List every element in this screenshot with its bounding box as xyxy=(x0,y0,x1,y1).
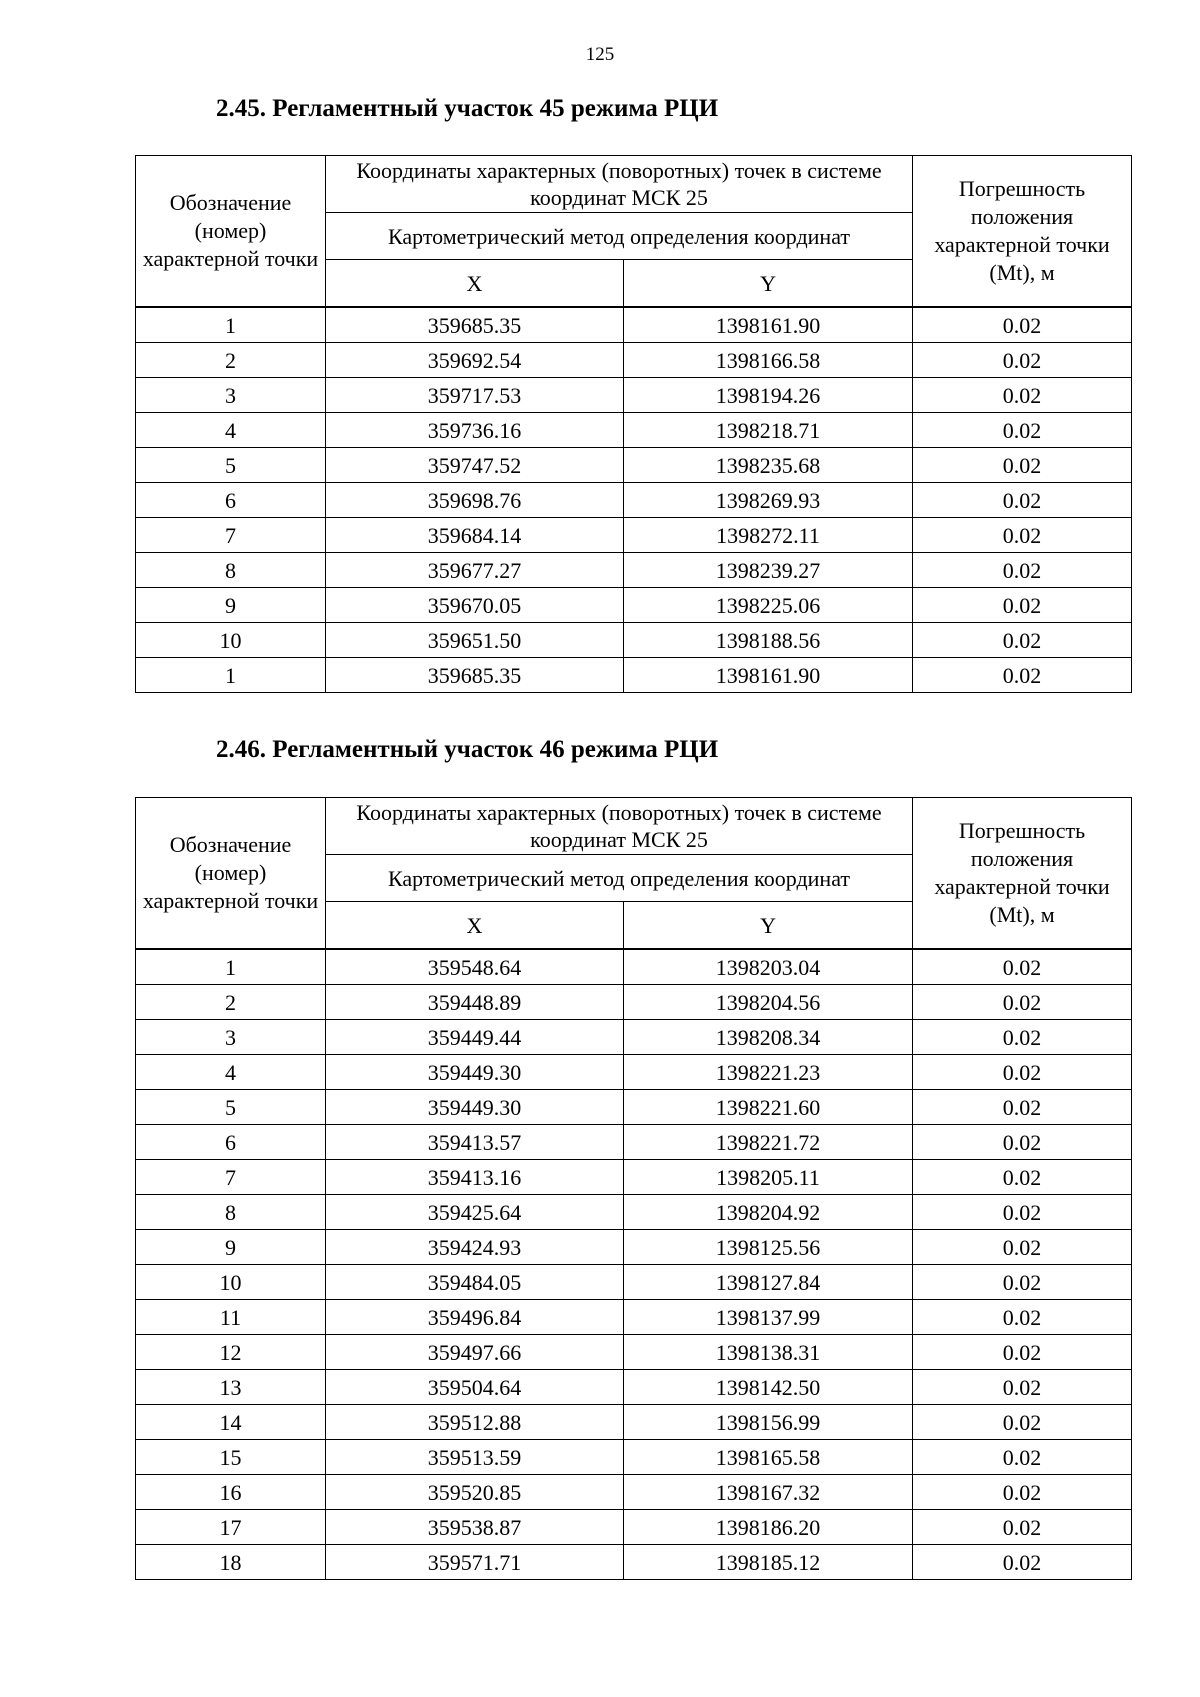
cell-y: 1398272.11 xyxy=(624,518,913,553)
cell-error: 0.02 xyxy=(913,1405,1132,1440)
cell-error: 0.02 xyxy=(913,1335,1132,1370)
cell-error: 0.02 xyxy=(913,1475,1132,1510)
header-point-designation: Обозначение (номер) характерной точки xyxy=(136,156,326,308)
cell-y: 1398203.04 xyxy=(624,949,913,985)
cell-point-number: 4 xyxy=(136,413,326,448)
cell-x: 359496.84 xyxy=(326,1300,624,1335)
cell-error: 0.02 xyxy=(913,448,1132,483)
cell-y: 1398221.60 xyxy=(624,1090,913,1125)
cell-point-number: 16 xyxy=(136,1475,326,1510)
cell-x: 359692.54 xyxy=(326,343,624,378)
cell-y: 1398218.71 xyxy=(624,413,913,448)
table-row xyxy=(136,307,1132,343)
cell-y: 1398188.56 xyxy=(624,623,913,658)
cell-x: 359670.05 xyxy=(326,588,624,623)
cell-y: 1398186.20 xyxy=(624,1510,913,1545)
cell-x: 359717.53 xyxy=(326,378,624,413)
header-method: Картометрический метод определения координат xyxy=(326,855,913,902)
cell-x: 359513.59 xyxy=(326,1440,624,1475)
cell-error: 0.02 xyxy=(913,588,1132,623)
cell-error: 0.02 xyxy=(913,1020,1132,1055)
cell-y: 1398269.93 xyxy=(624,483,913,518)
cell-error: 0.02 xyxy=(913,1230,1132,1265)
cell-y: 1398138.31 xyxy=(624,1335,913,1370)
table-row xyxy=(136,1230,1132,1265)
cell-error: 0.02 xyxy=(913,553,1132,588)
cell-point-number: 6 xyxy=(136,1125,326,1160)
cell-y: 1398161.90 xyxy=(624,307,913,343)
cell-x: 359538.87 xyxy=(326,1510,624,1545)
cell-y: 1398204.92 xyxy=(624,1195,913,1230)
cell-x: 359504.64 xyxy=(326,1370,624,1405)
cell-error: 0.02 xyxy=(913,413,1132,448)
cell-x: 359548.64 xyxy=(326,949,624,985)
cell-point-number: 14 xyxy=(136,1405,326,1440)
cell-point-number: 10 xyxy=(136,1265,326,1300)
cell-y: 1398205.11 xyxy=(624,1160,913,1195)
cell-y: 1398166.58 xyxy=(624,343,913,378)
cell-x: 359449.30 xyxy=(326,1090,624,1125)
cell-error: 0.02 xyxy=(913,1300,1132,1335)
cell-x: 359424.93 xyxy=(326,1230,624,1265)
cell-y: 1398221.23 xyxy=(624,1055,913,1090)
table-row xyxy=(136,1055,1132,1090)
cell-point-number: 7 xyxy=(136,1160,326,1195)
cell-y: 1398208.34 xyxy=(624,1020,913,1055)
cell-y: 1398165.58 xyxy=(624,1440,913,1475)
cell-y: 1398142.50 xyxy=(624,1370,913,1405)
cell-point-number: 15 xyxy=(136,1440,326,1475)
table-row xyxy=(136,1475,1132,1510)
cell-point-number: 9 xyxy=(136,588,326,623)
header-x: X xyxy=(326,902,624,950)
cell-error: 0.02 xyxy=(913,483,1132,518)
header-coordinate-system: Координаты характерных (поворотных) точек в системе координат МСК 25 xyxy=(326,798,913,855)
table-row xyxy=(136,1265,1132,1300)
table-row xyxy=(136,1300,1132,1335)
cell-point-number: 3 xyxy=(136,378,326,413)
coordinates-table-46 xyxy=(135,797,1132,1580)
cell-error: 0.02 xyxy=(913,1160,1132,1195)
header-method: Картометрический метод определения координат xyxy=(326,213,913,260)
table-row xyxy=(136,623,1132,658)
cell-error: 0.02 xyxy=(913,1125,1132,1160)
table-row xyxy=(136,985,1132,1020)
cell-point-number: 7 xyxy=(136,518,326,553)
cell-point-number: 18 xyxy=(136,1545,326,1580)
cell-error: 0.02 xyxy=(913,1090,1132,1125)
cell-point-number: 6 xyxy=(136,483,326,518)
cell-x: 359449.30 xyxy=(326,1055,624,1090)
cell-error: 0.02 xyxy=(913,1545,1132,1580)
cell-error: 0.02 xyxy=(913,307,1132,343)
table-row xyxy=(136,1020,1132,1055)
table-body xyxy=(136,307,1132,693)
table-row xyxy=(136,1195,1132,1230)
cell-x: 359685.35 xyxy=(326,658,624,693)
cell-error: 0.02 xyxy=(913,985,1132,1020)
coordinates-table-45 xyxy=(135,155,1132,693)
table-row xyxy=(136,413,1132,448)
cell-error: 0.02 xyxy=(913,378,1132,413)
cell-point-number: 1 xyxy=(136,949,326,985)
header-y: Y xyxy=(624,902,913,950)
table-row xyxy=(136,448,1132,483)
cell-point-number: 2 xyxy=(136,343,326,378)
table-row xyxy=(136,588,1132,623)
cell-point-number: 10 xyxy=(136,623,326,658)
section-title-45: 2.45. Регламентный участок 45 режима РЦИ xyxy=(216,95,719,122)
cell-y: 1398137.99 xyxy=(624,1300,913,1335)
table-body xyxy=(136,949,1132,1580)
table-row xyxy=(136,343,1132,378)
table-row xyxy=(136,378,1132,413)
table-row xyxy=(136,1090,1132,1125)
cell-error: 0.02 xyxy=(913,1265,1132,1300)
table-row xyxy=(136,1545,1132,1580)
cell-error: 0.02 xyxy=(913,343,1132,378)
table-row xyxy=(136,1160,1132,1195)
cell-y: 1398239.27 xyxy=(624,553,913,588)
cell-x: 359413.16 xyxy=(326,1160,624,1195)
cell-point-number: 8 xyxy=(136,1195,326,1230)
cell-point-number: 1 xyxy=(136,307,326,343)
cell-error: 0.02 xyxy=(913,949,1132,985)
cell-point-number: 11 xyxy=(136,1300,326,1335)
table-row xyxy=(136,949,1132,985)
cell-y: 1398167.32 xyxy=(624,1475,913,1510)
cell-y: 1398225.06 xyxy=(624,588,913,623)
cell-x: 359677.27 xyxy=(326,553,624,588)
cell-error: 0.02 xyxy=(913,1195,1132,1230)
cell-x: 359698.76 xyxy=(326,483,624,518)
cell-y: 1398185.12 xyxy=(624,1545,913,1580)
cell-x: 359736.16 xyxy=(326,413,624,448)
cell-y: 1398156.99 xyxy=(624,1405,913,1440)
header-point-designation: Обозначение (номер) характерной точки xyxy=(136,798,326,950)
cell-point-number: 17 xyxy=(136,1510,326,1545)
cell-point-number: 13 xyxy=(136,1370,326,1405)
cell-y: 1398161.90 xyxy=(624,658,913,693)
header-position-error: Погрешность положения характерной точки (Mt), м xyxy=(913,798,1132,950)
cell-y: 1398194.26 xyxy=(624,378,913,413)
cell-error: 0.02 xyxy=(913,1055,1132,1090)
cell-error: 0.02 xyxy=(913,1440,1132,1475)
table-row xyxy=(136,518,1132,553)
cell-point-number: 8 xyxy=(136,553,326,588)
table-row xyxy=(136,553,1132,588)
cell-x: 359747.52 xyxy=(326,448,624,483)
cell-x: 359425.64 xyxy=(326,1195,624,1230)
cell-x: 359413.57 xyxy=(326,1125,624,1160)
cell-point-number: 12 xyxy=(136,1335,326,1370)
table-row xyxy=(136,1125,1132,1160)
cell-x: 359571.71 xyxy=(326,1545,624,1580)
cell-error: 0.02 xyxy=(913,518,1132,553)
cell-x: 359651.50 xyxy=(326,623,624,658)
header-coordinate-system: Координаты характерных (поворотных) точек в системе координат МСК 25 xyxy=(326,156,913,213)
section-title-46: 2.46. Регламентный участок 46 режима РЦИ xyxy=(216,736,719,763)
cell-y: 1398221.72 xyxy=(624,1125,913,1160)
cell-point-number: 5 xyxy=(136,448,326,483)
cell-point-number: 2 xyxy=(136,985,326,1020)
cell-error: 0.02 xyxy=(913,1370,1132,1405)
header-y: Y xyxy=(624,260,913,308)
cell-y: 1398127.84 xyxy=(624,1265,913,1300)
table-row xyxy=(136,1440,1132,1475)
cell-x: 359520.85 xyxy=(326,1475,624,1510)
table-row xyxy=(136,658,1132,693)
table-row xyxy=(136,1335,1132,1370)
cell-x: 359448.89 xyxy=(326,985,624,1020)
cell-point-number: 9 xyxy=(136,1230,326,1265)
cell-y: 1398235.68 xyxy=(624,448,913,483)
table-row xyxy=(136,483,1132,518)
cell-error: 0.02 xyxy=(913,1510,1132,1545)
header-position-error: Погрешность положения характерной точки (Mt), м xyxy=(913,156,1132,308)
cell-error: 0.02 xyxy=(913,623,1132,658)
cell-point-number: 1 xyxy=(136,658,326,693)
cell-x: 359449.44 xyxy=(326,1020,624,1055)
cell-x: 359512.88 xyxy=(326,1405,624,1440)
cell-x: 359484.05 xyxy=(326,1265,624,1300)
cell-point-number: 5 xyxy=(136,1090,326,1125)
cell-error: 0.02 xyxy=(913,658,1132,693)
cell-x: 359497.66 xyxy=(326,1335,624,1370)
cell-point-number: 3 xyxy=(136,1020,326,1055)
cell-y: 1398204.56 xyxy=(624,985,913,1020)
table-row xyxy=(136,1510,1132,1545)
table-row xyxy=(136,1370,1132,1405)
cell-point-number: 4 xyxy=(136,1055,326,1090)
cell-y: 1398125.56 xyxy=(624,1230,913,1265)
cell-x: 359684.14 xyxy=(326,518,624,553)
header-x: X xyxy=(326,260,624,308)
cell-x: 359685.35 xyxy=(326,307,624,343)
page-number: 125 xyxy=(585,44,615,65)
table-row xyxy=(136,1405,1132,1440)
